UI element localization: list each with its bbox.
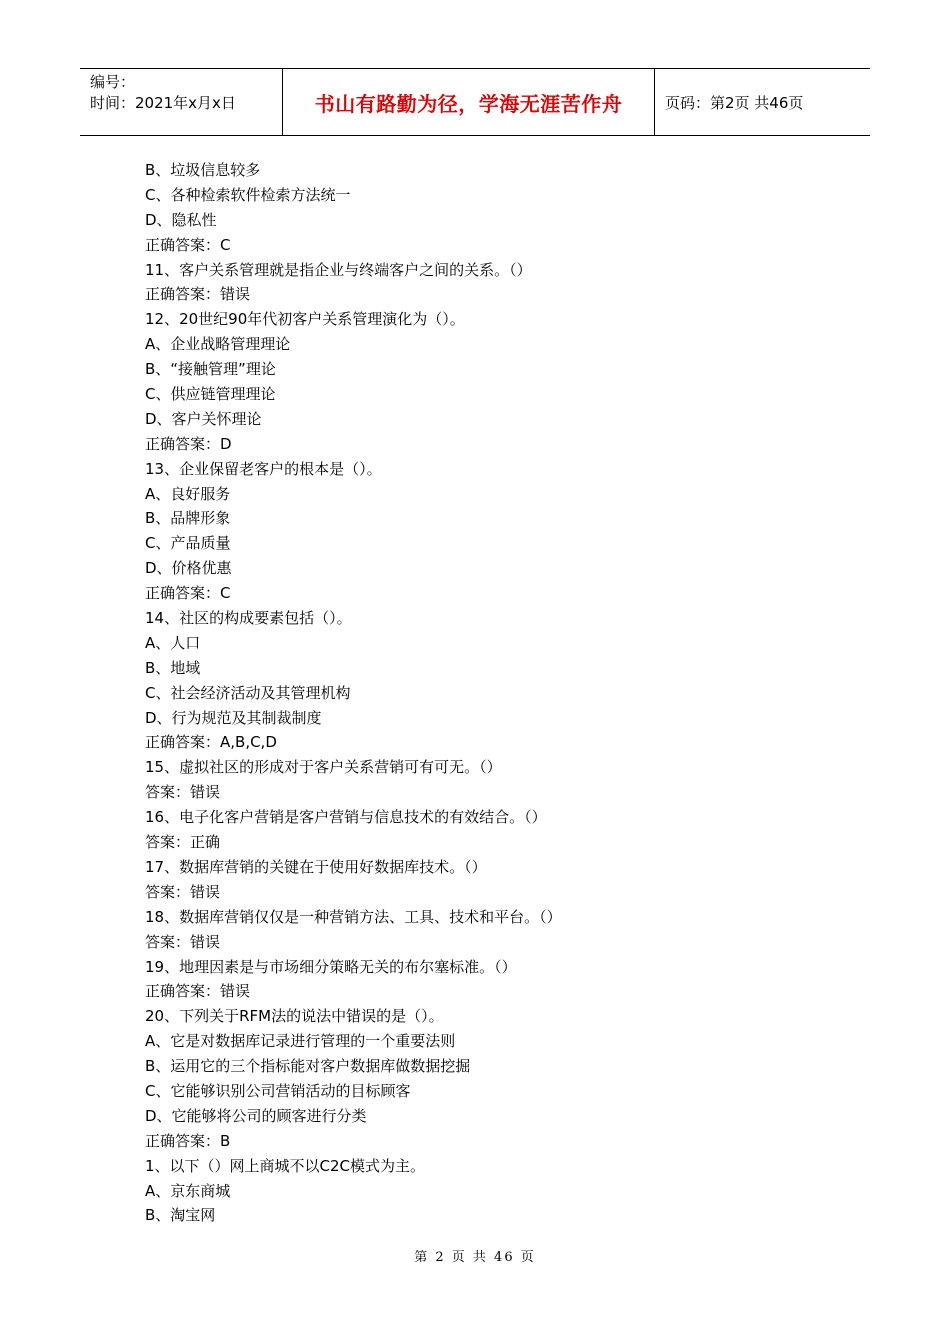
text-line: 正确答案：A,B,C,D bbox=[145, 733, 277, 752]
text-line: A、企业战略管理理论 bbox=[145, 335, 291, 354]
text-line: D、客户关怀理论 bbox=[145, 409, 262, 428]
text-line: 13、企业保留老客户的根本是（）。 bbox=[145, 459, 382, 478]
text-line: B、品牌形象 bbox=[145, 509, 231, 528]
text-line: 答案：正确 bbox=[145, 833, 221, 852]
text-line: D、行为规范及其制裁制度 bbox=[145, 708, 322, 727]
header-page-cell bbox=[655, 69, 870, 135]
text-line: 1、以下（）网上商城不以C2C模式为主。 bbox=[145, 1156, 426, 1175]
text-line: A、良好服务 bbox=[145, 484, 231, 503]
text-line: 答案：错误 bbox=[145, 783, 221, 802]
text-line: A、它是对数据库记录进行管理的一个重要法则 bbox=[145, 1032, 456, 1051]
text-line: 14、社区的构成要素包括（）。 bbox=[145, 609, 352, 628]
page-header bbox=[80, 68, 870, 136]
text-line: C、社会经济活动及其管理机构 bbox=[145, 683, 351, 702]
text-line: 正确答案：错误 bbox=[145, 285, 251, 304]
page-info: 页码：第2页 共46页 bbox=[665, 93, 804, 112]
text-line: 12、20世纪90年代初客户关系管理演化为（）。 bbox=[145, 310, 465, 329]
text-line: 15、虚拟社区的形成对于客户关系营销可有可无。（） bbox=[145, 758, 502, 777]
text-line: 16、电子化客户营销是客户营销与信息技术的有效结合。（） bbox=[145, 808, 547, 827]
text-line: 18、数据库营销仅仅是一种营销方法、工具、技术和平台。（） bbox=[145, 907, 562, 926]
text-line: 答案：错误 bbox=[145, 882, 221, 901]
text-line: 正确答案：错误 bbox=[145, 982, 251, 1001]
question-list bbox=[145, 158, 865, 1228]
text-line: D、隐私性 bbox=[145, 210, 217, 229]
text-line: B、地域 bbox=[145, 658, 201, 677]
date-label: 时间：2021年x月x日 bbox=[90, 94, 236, 112]
text-line: 正确答案：B bbox=[145, 1131, 231, 1150]
text-line: 19、地理因素是与市场细分策略无关的布尔塞标准。（） bbox=[145, 957, 517, 976]
text-line: C、它能够识别公司营销活动的目标顾客 bbox=[145, 1081, 411, 1100]
text-line: D、价格优惠 bbox=[145, 559, 232, 578]
text-line: B、淘宝网 bbox=[145, 1206, 216, 1225]
text-line: 20、下列关于RFM法的说法中错误的是（）。 bbox=[145, 1007, 444, 1026]
text-line: 11、客户关系管理就是指企业与终端客户之间的关系。（） bbox=[145, 260, 532, 279]
header-motto-cell bbox=[282, 69, 655, 135]
text-line: B、运用它的三个指标能对客户数据库做数据挖掘 bbox=[145, 1057, 471, 1076]
text-line: B、“接触管理”理论 bbox=[145, 360, 276, 379]
text-line: C、供应链管理理论 bbox=[145, 385, 276, 404]
header-meta bbox=[80, 69, 282, 135]
text-line: D、它能够将公司的顾客进行分类 bbox=[145, 1106, 367, 1125]
text-line: A、京东商城 bbox=[145, 1181, 231, 1200]
text-line: 正确答案：C bbox=[145, 584, 231, 603]
motto: 书山有路勤为径，学海无涯苦作舟 bbox=[314, 91, 623, 116]
text-line: C、产品质量 bbox=[145, 534, 231, 553]
text-line: C、各种检索软件检索方法统一 bbox=[145, 185, 351, 204]
text-line: 17、数据库营销的关键在于使用好数据库技术。（） bbox=[145, 857, 487, 876]
text-line: B、垃圾信息较多 bbox=[145, 161, 261, 179]
text-line: A、人口 bbox=[145, 633, 201, 652]
text-line: 正确答案：D bbox=[145, 434, 232, 453]
page-footer: 第 2 页 共 46 页 bbox=[414, 1250, 536, 1265]
text-line: 答案：错误 bbox=[145, 932, 221, 951]
number-label: 编号： bbox=[90, 73, 136, 91]
text-line: 正确答案：C bbox=[145, 235, 231, 254]
